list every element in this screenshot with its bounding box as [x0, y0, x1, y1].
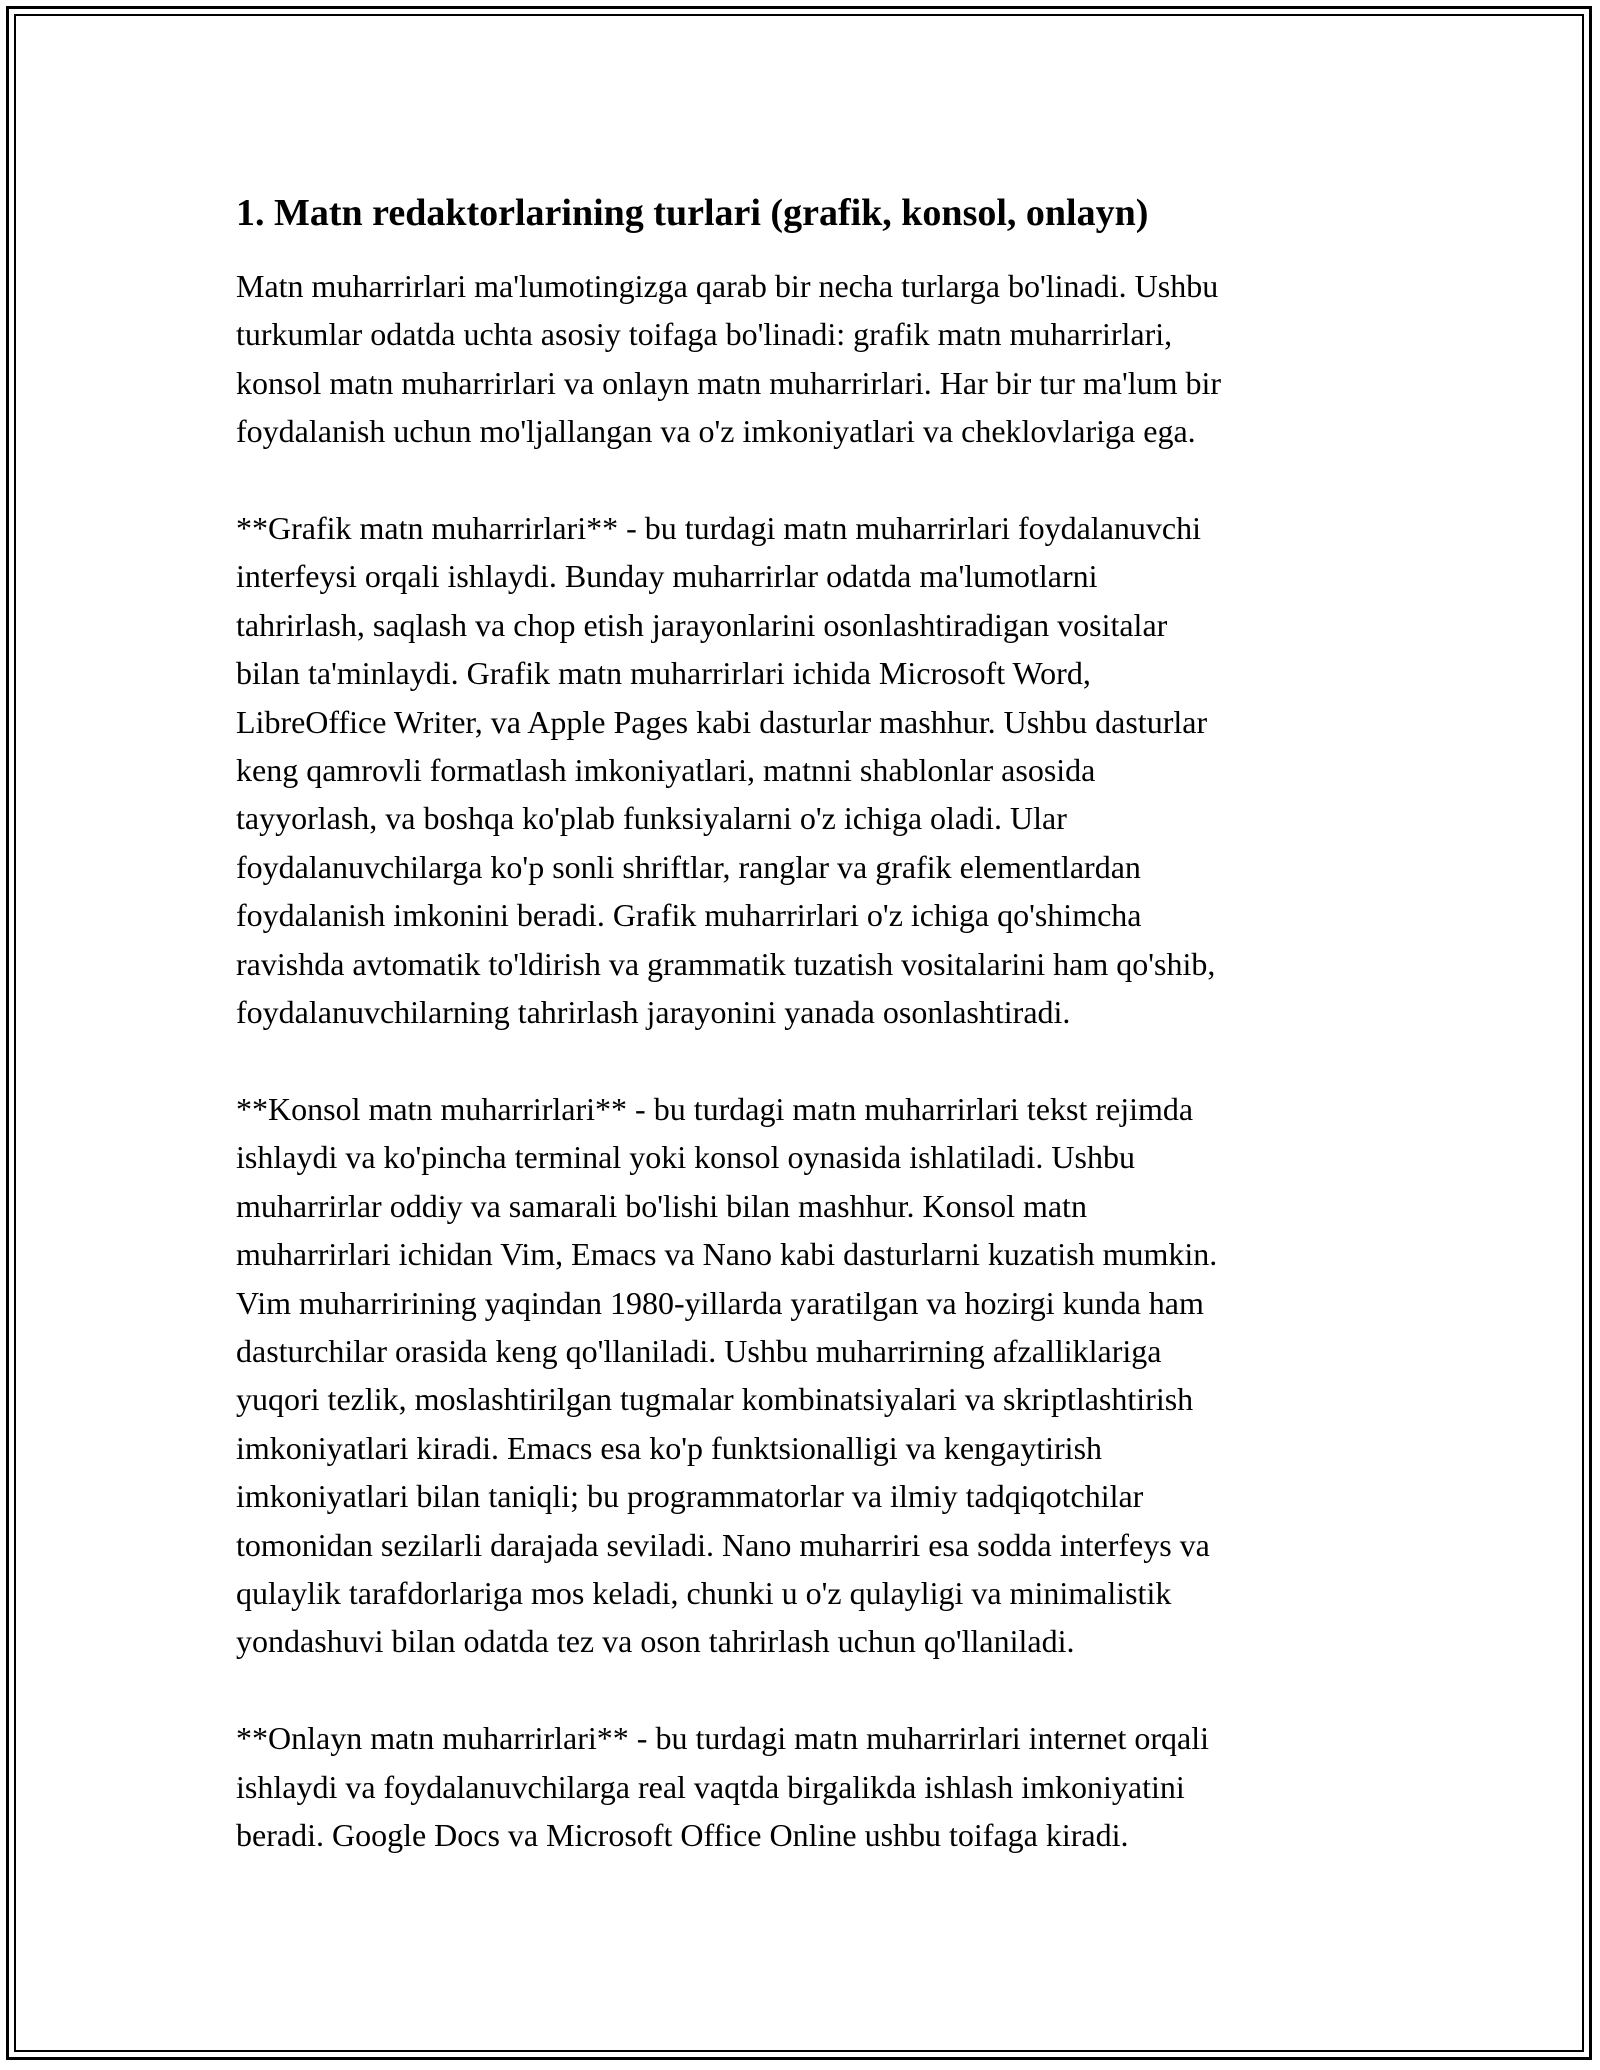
paragraph-line: yuqori tezlik, moslashtirilgan tugmalar kombinatsiyalari va skriptlashtirish [236, 1381, 1194, 1418]
paragraph-line: imkoniyatlari bilan taniqli; bu programmatorlar va ilmiy tadqiqotchilar [236, 1478, 1144, 1515]
paragraph-line: keng qamrovli formatlash imkoniyatlari, matnni shablonlar asosida [236, 752, 1096, 789]
paragraph-line: **Onlayn matn muharrirlari** - bu turdagi matn muharrirlari internet orqali [236, 1720, 1210, 1757]
paragraph-line: muharrirlari ichidan Vim, Emacs va Nano kabi dasturlarni kuzatish mumkin. [236, 1236, 1218, 1273]
paragraph-line: muharrirlar oddiy va samarali bo'lishi bilan mashhur. Konsol matn [236, 1187, 1087, 1224]
paragraph-line: foydalanuvchilarga ko'p sonli shriftlar, ranglar va grafik elementlardan [236, 848, 1141, 885]
paragraph-line: konsol matn muharrirlari va onlayn matn muharrirlari. Har bir tur ma'lum bir [236, 364, 1222, 401]
paragraph-graphical-editors [236, 504, 1386, 1036]
paragraph-line: beradi. Google Docs va Microsoft Office Online ushbu toifaga kiradi. [236, 1816, 1129, 1853]
paragraph-online-editors [236, 1714, 1386, 1859]
paragraph-line: tayyorlash, va boshqa ko'plab funksiyalarni o'z ichiga oladi. Ular [236, 800, 1067, 837]
paragraph-line: bilan ta'minlaydi. Grafik matn muharrirlari ichida Microsoft Word, [236, 655, 1091, 692]
paragraph-line: foydalanish uchun mo'ljallangan va o'z imkoniyatlari va cheklovlariga ega. [236, 413, 1196, 450]
paragraph-line: yondashuvi bilan odatda tez va oson tahrirlash uchun qo'llaniladi. [236, 1623, 1075, 1660]
paragraph-line: tahrirlash, saqlash va chop etish jarayonlarini osonlashtiradigan vositalar [236, 606, 1168, 643]
paragraph-line: ravishda avtomatik to'ldirish va grammatik tuzatish vositalarini ham qo'shib, [236, 945, 1216, 982]
paragraph-console-editors [236, 1085, 1386, 1666]
paragraph-line: Vim muharririning yaqindan 1980-yillarda yaratilgan va hozirgi kunda ham [236, 1284, 1204, 1321]
paragraph-line: tomonidan sezilarli darajada seviladi. Nano muharriri esa sodda interfeys va [236, 1526, 1210, 1563]
paragraph-intro [236, 262, 1386, 456]
section-heading: 1. Matn redaktorlarining turlari (grafik, konsol, onlayn) [236, 192, 1149, 234]
paragraph-line: ishlaydi va ko'pincha terminal yoki konsol oynasida ishlatiladi. Ushbu [236, 1139, 1135, 1176]
paragraph-line: dasturchilar orasida keng qo'llaniladi. Ushbu muharrirning afzalliklariga [236, 1332, 1162, 1369]
paragraph-line: qulaylik tarafdorlariga mos keladi, chunki u o'z qulayligi va minimalistik [236, 1574, 1172, 1611]
paragraph-line: Matn muharrirlari ma'lumotingizga qarab bir necha turlarga bo'linadi. Ushbu [236, 268, 1219, 304]
paragraph-line: **Grafik matn muharrirlari** - bu turdagi matn muharrirlari foydalanuvchi [236, 510, 1202, 547]
document-body [236, 188, 1386, 1908]
paragraph-line: foydalanuvchilarning tahrirlash jarayonini yanada osonlashtiradi. [236, 994, 1071, 1031]
paragraph-line: interfeysi orqali ishlaydi. Bunday muharrirlar odatda ma'lumotlarni [236, 558, 1098, 595]
paragraph-line: ishlaydi va foydalanuvchilarga real vaqtda birgalikda ishlash imkoniyatini [236, 1768, 1185, 1805]
paragraph-line: imkoniyatlari kiradi. Emacs esa ko'p funktsionalligi va kengaytirish [236, 1429, 1103, 1466]
paragraph-line: LibreOffice Writer, va Apple Pages kabi dasturlar mashhur. Ushbu dasturlar [236, 703, 1208, 740]
paragraph-line: foydalanish imkonini beradi. Grafik muharrirlari o'z ichiga qo'shimcha [236, 897, 1142, 934]
paragraph-line: **Konsol matn muharrirlari** - bu turdagi matn muharrirlari tekst rejimda [236, 1090, 1194, 1127]
paragraph-line: turkumlar odatda uchta asosiy toifaga bo'linadi: grafik matn muharrirlari, [236, 316, 1173, 353]
